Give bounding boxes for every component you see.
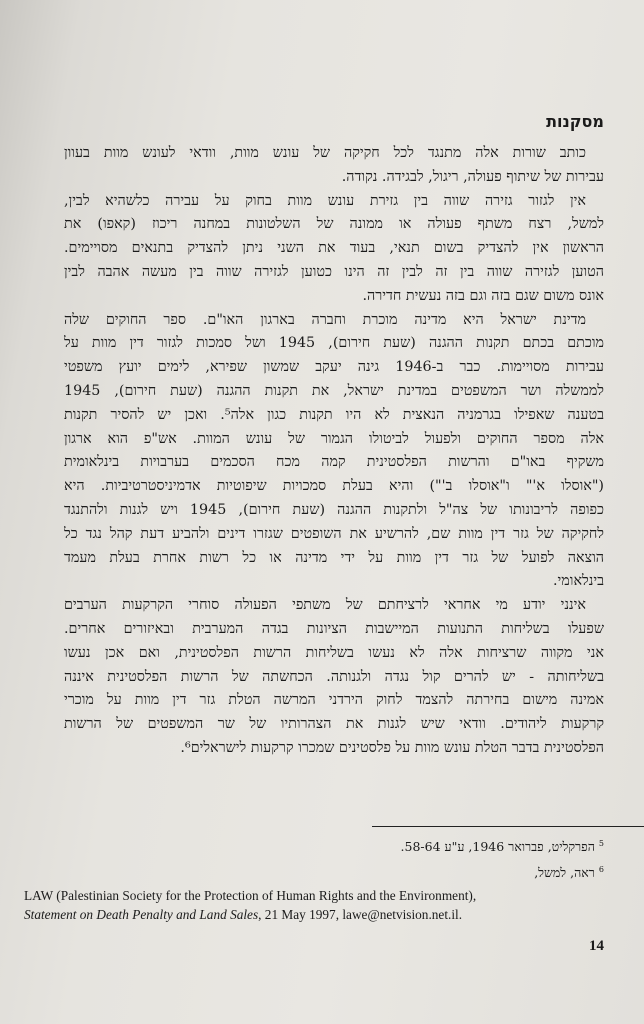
text-line: כותב שורות אלה מתנגד לכל חקיקה של עונש מוות, וודאי לעונש מוות בעוון (64, 145, 586, 161)
text-line: אלה מספר החוקים ולפעול לביטולו הגמור של עונש המוות. אש"פ הוא ארגון (64, 430, 604, 447)
paragraph-3 (64, 309, 604, 595)
paragraph-2 (64, 190, 604, 309)
citation-line: LAW (Palestinian Society for the Protection of Human Rights and the Environment), (24, 888, 477, 903)
text-line: עבירות מסויימות. כבר ב-1946 גינה יעקב שמשון שפירא, לימים יועץ משפטי (64, 359, 604, 376)
text-line: למשל, רצח משתף פעולה או ממונה של השלטונות במחנה ריכוז (קאפו) את (64, 216, 604, 233)
text-line: אינני יודע מי אחראי לרציחתם של משתפי הפעולה סוחרי הקרקעות הערבים (64, 597, 586, 614)
body-text (64, 142, 604, 761)
text-line: ("אוסלו א'" ו"אוסלו ב'") והיא בעלת סמכויות שיפוטיות אדמיניסטרטיביות. היא (64, 478, 604, 495)
footnote-text: ראה, למשל, (534, 865, 595, 880)
footnote-text: הפרקליט, פברואר 1946, ע"ע 58-64. (400, 839, 595, 854)
footnote-marker: 6 (598, 864, 604, 874)
text-line: הראשון אין להצדיק בשום תנאי, בעוד את השני ניתן להצדיק בתנאים מסויימים. (64, 240, 604, 257)
text-line: הטוען לגזירה שווה בין זה לבין זה הינו כטוען לגזירה שווה בין מעשה אהבה לבין (64, 263, 604, 280)
text-line: בטענה שאפילו בגרמניה הנאצית לא היו תקנות כגון אלה⁵. ואכן יש להסיר תקנות (64, 406, 604, 423)
text-line: מוכתם בכתם תקנות ההגנה (שעת חירום), 1945 ושל סמכות לגזור דין מוות על (64, 335, 604, 352)
text-line: לחקיקה של גזר דין מוות שם, להרשיע את השופטים שגזרו דינים ולהביע דעת קהל נגד כל (64, 525, 604, 542)
text-line: אני מקווה שרציחות אלה לא נעשו בשליחות הרשות הפלסטינית, ואם אכן נעשו (64, 644, 604, 661)
footnote-6 (534, 864, 604, 882)
text-line: משקיף באו"ם והרשות הפלסטינית קמה מכח הסכמים בערבויות בינלאומית (64, 454, 604, 471)
text-line: הוצאה לפועל של גזר דין מוות על ידי מדינה או כל רשות אחרת בעלת מעמד (64, 549, 604, 566)
paragraph-1 (64, 142, 604, 190)
footnote-separator (372, 826, 644, 827)
citation-title: Statement on Death Penalty and Land Sales (24, 907, 259, 922)
citation-line-2 (24, 905, 584, 924)
text-line: אונס משום שגם בזה וגם בזה נעשית חדירה. (362, 287, 604, 304)
book-page (24, 104, 604, 984)
footnote-5 (401, 838, 604, 856)
text-line: בינלאומי. (553, 573, 604, 590)
text-line: לממשלה ושר המשפטים במדינת ישראל, את תקנות ההגנה (שעת חירום), 1945 (64, 382, 604, 399)
text-line: עבירות של שיתוף פעולה, ריגול, לבגידה. נקודה. (341, 168, 604, 185)
text-line: כפופה לריבונותו של צה"ל ולתקנות ההגנה (שעת חירום), 1945 ויש לגנות ולהתנגד (64, 501, 604, 518)
text-line: אין לגזור גזירה שווה בין גזירת עונש מוות בחוק על עבירה כלשהיא לבין, (64, 192, 586, 209)
footnote-6-citation (24, 886, 584, 924)
paragraph-4 (64, 594, 604, 761)
text-line: בשליחותה - יש להרים קול נגדה ולגנותה. הכחשתה של הרשות הפלסטינית איננה (64, 668, 604, 685)
text-line: שפעלו בשליחות התנועות המיישבות הציונות בגדה המערבית ובאיזורים אחרים. (64, 620, 604, 637)
section-heading: מסקנות (546, 112, 604, 131)
page-number: 14 (589, 938, 604, 954)
text-line: הפלסטינית בדבר הטלת עונש מוות על פלסטינים שמכרו קרקעות לישראלים⁶. (180, 739, 604, 756)
footnote-marker: 5 (598, 838, 604, 848)
text-line: מדינת ישראל היא מדינה מוכרת וחברה בארגון האו"ם. ספר החוקים שלה (64, 311, 586, 328)
text-line: קרקעות ליהודים. וודאי שיש לגנות את הצהרותיו של שר המשפטים של הרשות (64, 716, 604, 733)
text-line: אמינה מישום בחירתה להצמד לחוק הירדני המרשה הטלת גזר דין מוות על מוכרי (64, 692, 604, 709)
citation-details: , 21 May 1997, lawe@netvision.net.il. (258, 907, 463, 922)
